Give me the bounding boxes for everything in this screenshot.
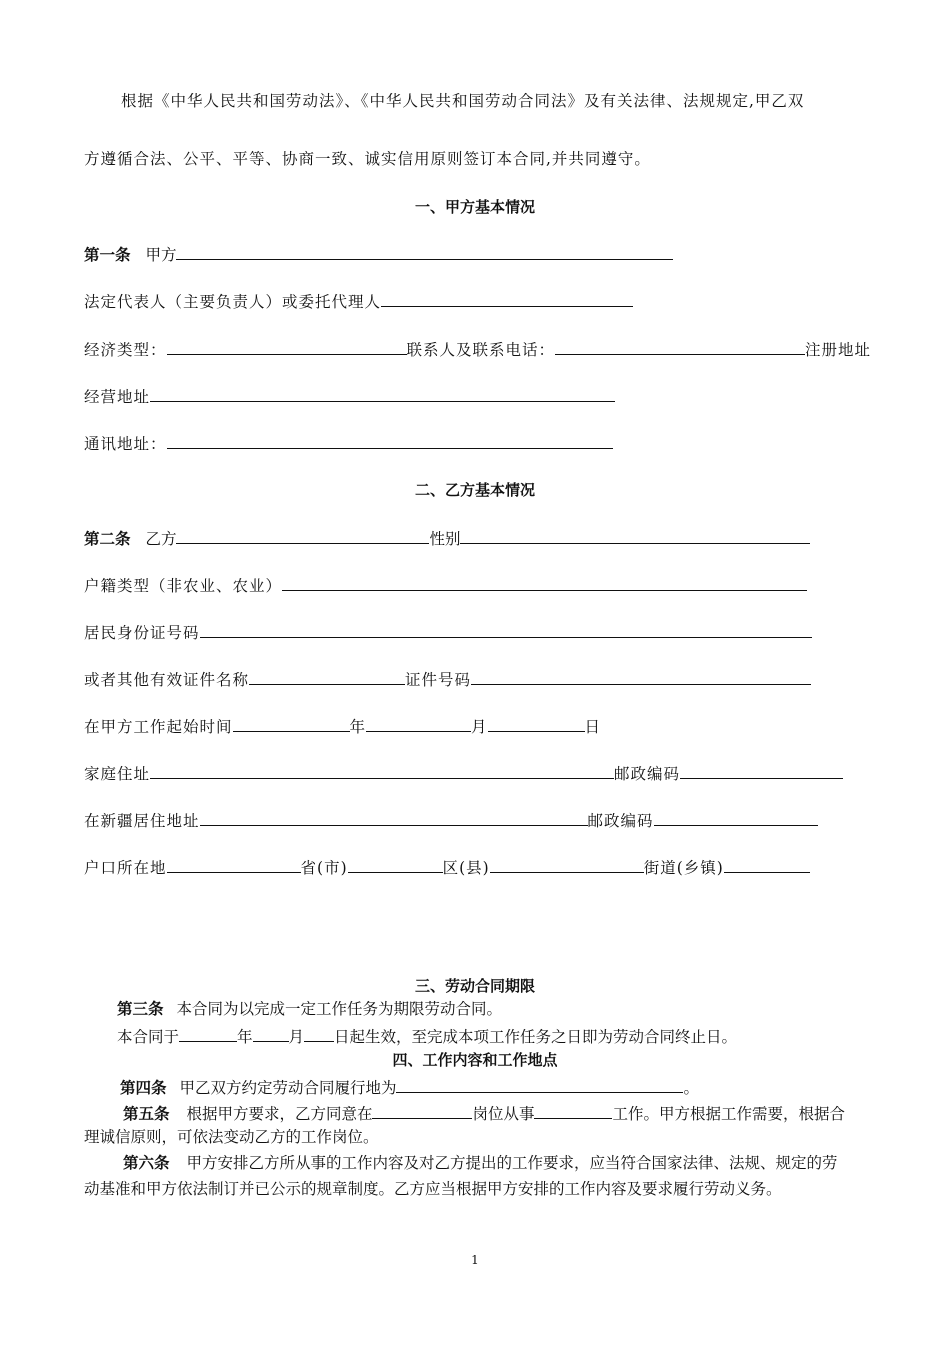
- party-a-blank[interactable]: [176, 242, 673, 260]
- article-1-label: 第一条: [84, 246, 131, 264]
- xj-addr-blank[interactable]: [200, 808, 588, 826]
- party-b-blank[interactable]: [176, 526, 429, 544]
- start-year-blank[interactable]: [233, 714, 350, 732]
- hukou-loc-label: 户口所在地: [84, 859, 167, 877]
- gender-label: 性别: [429, 530, 461, 548]
- party-b-label: 乙方: [145, 530, 177, 548]
- page-number: 1: [471, 1253, 479, 1267]
- biz-addr-blank[interactable]: [150, 384, 615, 402]
- id-no-label: 居民身份证号码: [84, 624, 200, 642]
- legal-rep-row: [84, 289, 633, 313]
- article-6-label: 第六条: [123, 1154, 170, 1172]
- article-5-line-2: 理诚信原则，可依法变动乙方的工作岗位。: [84, 1128, 379, 1146]
- article-5-c: 工作。甲方根据工作需要，根据合: [612, 1105, 845, 1123]
- party-a-label: 甲方: [145, 246, 177, 264]
- mail-addr-row: [84, 431, 613, 455]
- effective-month-blank[interactable]: [253, 1024, 289, 1042]
- econ-type-blank[interactable]: [167, 337, 407, 355]
- street-blank[interactable]: [490, 855, 644, 873]
- article-3-label: 第三条: [117, 1000, 164, 1018]
- post-blank[interactable]: [372, 1101, 472, 1119]
- mail-addr-blank[interactable]: [167, 431, 613, 449]
- reg-addr-label: 注册地址: [805, 341, 872, 359]
- home-addr-row: [84, 761, 843, 785]
- street-label: 街道(乡镇): [643, 859, 724, 877]
- province-label: 省(市): [300, 859, 348, 877]
- postcode-blank[interactable]: [680, 761, 843, 779]
- effective-c: 月: [288, 1028, 305, 1046]
- hukou-type-label: 户籍类型（非农业、农业）: [84, 577, 283, 595]
- home-addr-label: 家庭住址: [84, 765, 151, 783]
- article-4-row: [120, 1075, 699, 1099]
- mail-addr-label: 通讯地址：: [84, 435, 167, 453]
- econ-type-label: 经济类型：: [84, 341, 167, 359]
- province-blank[interactable]: [167, 855, 301, 873]
- other-id-blank[interactable]: [249, 667, 405, 685]
- hukou-type-blank[interactable]: [282, 573, 807, 591]
- article-2-row: [84, 526, 810, 550]
- start-day-blank[interactable]: [488, 714, 585, 732]
- cert-no-blank[interactable]: [471, 667, 811, 685]
- article-6-row: [123, 1152, 837, 1174]
- effective-row: [117, 1024, 737, 1048]
- effective-day-blank[interactable]: [304, 1024, 334, 1042]
- month-label: 月: [471, 718, 488, 736]
- start-time-row: [84, 714, 601, 738]
- xj-addr-row: [84, 808, 818, 832]
- article-3-row: [117, 998, 502, 1020]
- cert-no-label: 证件号码: [405, 671, 472, 689]
- section-2-title: 二、乙方基本情况: [414, 481, 535, 499]
- gender-blank[interactable]: [460, 526, 810, 544]
- district-label: 区(县): [442, 859, 490, 877]
- section-3-title: 三、劳动合同期限: [414, 977, 535, 995]
- effective-b: 年: [237, 1028, 253, 1046]
- legal-rep-blank[interactable]: [381, 289, 633, 307]
- year-label: 年: [349, 718, 367, 736]
- job-blank[interactable]: [534, 1101, 612, 1119]
- hukou-type-row: [84, 573, 807, 597]
- other-id-label: 或者其他有效证件名称: [84, 671, 250, 689]
- day-label: 日: [584, 718, 602, 736]
- id-no-blank[interactable]: [200, 620, 812, 638]
- effective-a: 本合同于: [117, 1028, 180, 1046]
- econ-type-row: [84, 337, 871, 361]
- effective-d: 日起生效，至完成本项工作任务之日即为劳动合同终止日。: [334, 1028, 738, 1046]
- biz-addr-label: 经营地址: [84, 388, 151, 406]
- article-5-a: 根据甲方要求，乙方同意在: [186, 1105, 373, 1123]
- section-4-title: 四、工作内容和工作地点: [392, 1051, 558, 1069]
- work-location-blank[interactable]: [396, 1075, 683, 1093]
- article-1-row: [84, 242, 673, 266]
- contact-label: 联系人及联系电话：: [406, 341, 556, 359]
- postcode2-blank[interactable]: [654, 808, 818, 826]
- article-4-text: 甲乙双方约定劳动合同履行地为: [179, 1079, 397, 1097]
- other-id-row: [84, 667, 811, 691]
- article-6-a: 甲方安排乙方所从事的工作内容及对乙方提出的工作要求，应当符合国家法律、法规、规定的劳: [186, 1154, 838, 1172]
- effective-year-blank[interactable]: [179, 1024, 237, 1042]
- contact-blank[interactable]: [555, 337, 805, 355]
- biz-addr-row: [84, 384, 615, 408]
- xj-addr-label: 在新疆居住地址: [84, 812, 200, 830]
- article-2-label: 第二条: [84, 530, 131, 548]
- article-6-line-2: 动基准和甲方依法制订并已公示的规章制度。乙方应当根据甲方安排的工作内容及要求履行劳动义务。: [84, 1180, 782, 1198]
- legal-rep-label: 法定代表人（主要负责人）或委托代理人: [84, 293, 382, 311]
- postcode2-label: 邮政编码: [587, 812, 654, 830]
- id-no-row: [84, 620, 812, 644]
- section-1-title: 一、甲方基本情况: [414, 198, 535, 216]
- postcode-label: 邮政编码: [614, 765, 681, 783]
- article-3-text: 本合同为以完成一定工作任务为期限劳动合同。: [176, 1000, 502, 1018]
- article-5-row: [123, 1101, 845, 1125]
- article-5-b: 岗位从事: [472, 1105, 535, 1123]
- district-blank[interactable]: [348, 855, 443, 873]
- article-4-end: 。: [683, 1079, 699, 1097]
- preamble-line-1: 根据《中华人民共和国劳动法》、《中华人民共和国劳动合同法》及有关法律、法规规定,甲乙双: [121, 92, 805, 110]
- preamble-line-2: 方遵循合法、公平、平等、协商一致、诚实信用原则签订本合同,并共同遵守。: [84, 150, 651, 168]
- street-value-blank[interactable]: [724, 855, 810, 873]
- article-5-label: 第五条: [123, 1105, 170, 1123]
- article-4-label: 第四条: [120, 1079, 167, 1097]
- start-time-label: 在甲方工作起始时间: [84, 718, 233, 736]
- home-addr-blank[interactable]: [150, 761, 614, 779]
- hukou-loc-row: [84, 855, 810, 879]
- start-month-blank[interactable]: [366, 714, 471, 732]
